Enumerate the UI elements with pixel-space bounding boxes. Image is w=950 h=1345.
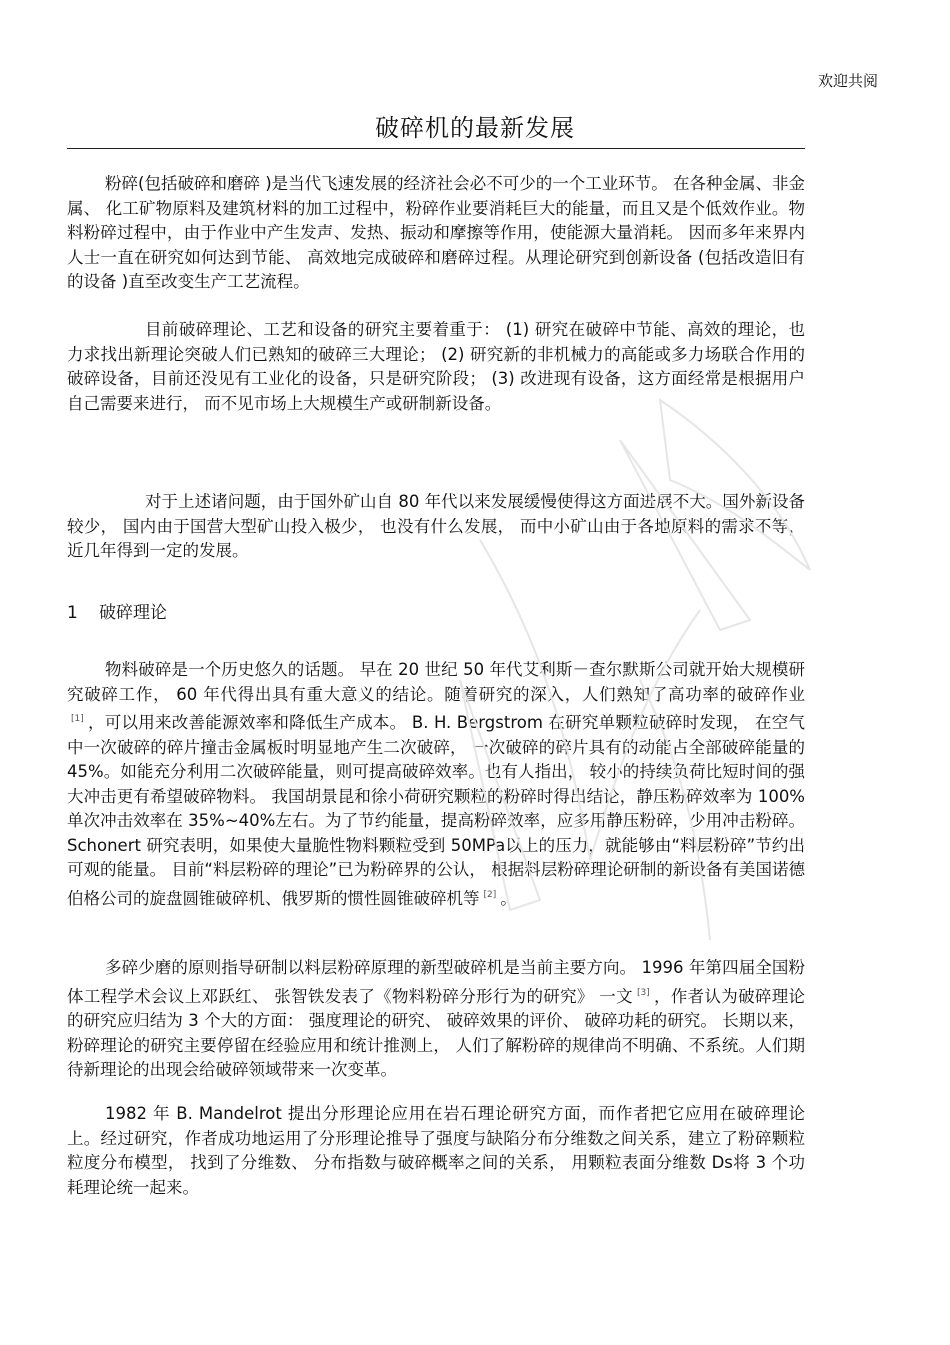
citation-ref-3: [3] bbox=[636, 987, 650, 998]
text-segment: 物料破碎是一个历史悠久的话题。 早在 20 世纪 50 年代艾利斯－查尔默斯公司就开始大规模研究破碎工作， 60 年代得出具有重大意义的结论。随着研究的深入，人们熟知了高功率的破碎作业 bbox=[67, 660, 805, 704]
paragraph-intro: 粉碎(包括破碎和磨碎 )是当代飞速发展的经济社会必不可少的一个工业环节。 在各种金属、非金属、 化工矿物原料及建筑材料的加工过程中，粉碎作业要消耗巨大的能量，而且又是个低效作业。物料粉碎过程中，由于作业中产生发声、发热、振动和摩擦等作用，使能源大量消耗。 因而多年来界内人士一直在研究如何达到节能、 高效地完成破碎和磨碎过程。从理论研究到创新设备 (包括改造旧有的设备 )直至改变生产工艺流程。 bbox=[67, 174, 805, 291]
text-segment: ，作者认为破碎理论的研究应归结为 3 个大的方面： 强度理论的研究、 破碎效果的评价、 破碎功耗的研究。 长期以来， 粉碎理论的研究主要停留在经验应用和统计推测上， 人们了解粉碎的规律尚不明确、不系统。人们期待新理论的出现会给破碎领域带来一次变革。 bbox=[67, 986, 805, 1079]
citation-ref-1: [1] bbox=[71, 714, 84, 724]
paragraph-fractal-theory: 1982 年 B. Mandelrot 提出分形理论应用在岩石理论研究方面，而作者把它应用在破碎理论上。经过研究，作者成功地运用了分形理论推导了强度与缺陷分布分维数之间关系，建立了粉碎颗粒粒度分布模型， 找到了分维数、 分布指数与破碎概率之间的关系， 用颗粒表面分维数 Ds将 3 个功耗理论统一起来。 bbox=[67, 1104, 805, 1197]
section-title: 破碎理论 bbox=[99, 603, 167, 623]
paragraph-research-focus: 目前破碎理论、工艺和设备的研究主要着重于： (1) 研究在破碎中节能、高效的理论，也力求找出新理论突破人们已熟知的破碎三大理论； (2) 研究新的非机械力的高能或多力场联合作用的破碎设备，目前还没见有工业化的设备，只是研究阶段； (3) 改进现有设备，这方面经常是根据用户自己需要来进行， 而不见市场上大规模生产或研制新设备。 bbox=[67, 320, 805, 413]
header-note: 欢迎共阅 bbox=[817, 72, 878, 90]
paragraph-crushing-history bbox=[67, 658, 805, 911]
section-number: 1 bbox=[67, 603, 78, 623]
paragraph-new-direction bbox=[67, 956, 805, 1083]
text-segment: 多碎少磨的原则指导研制以料层粉碎原理的新型破碎机是当前主要方向。 1996 年第四届全国粉体工程学术会议上邓跃红、 张智铁发表了《物料粉碎分形行为的研究》 一文 bbox=[67, 958, 805, 1006]
paragraph-development-status: 对于上述诸问题，由于国外矿山自 80 年代以来发展缓慢使得这方面进展不大。国外新设备较少， 国内由于国营大型矿山投入极少， 也没有什么发展， 而中小矿山由于各地原料的需求不等，近几年得到一定的发展。 bbox=[67, 492, 805, 560]
text-segment: ，可以用来改善能源效率和降低生产成本。 B. H. Bergstrom 在研究单颗粒破碎时发现， 在空气中一次破碎的碎片撞击金属板时明显地产生二次破碎， 一次破碎的碎片具有的动能占全部破碎能量的 45%。如能充分利用二次破碎能量，则可提高破碎效率。也有人指出， 较小的持续负荷比短时间的强大冲击更有希望破碎物料。 我国胡景昆和徐小荷研究颗粒的粉碎时得出结论，静压粉碎效率为 100% 单次冲击效率在 35%~40%左右。为了节约能量，提高粉碎效率，应多用静压粉碎，少用冲击粉碎。 Schonert 研究表明，如果使大量脆性物料颗粒受到 50MPa以上的压力，就能够由“料层粉碎”节约出可观的能量。 目前“料层粉碎的理论”已为粉碎界的公认， 根据料层粉碎理论研制的新设备有美国诺德伯格公司的旋盘圆锥破碎机、俄罗斯的惯性圆锥破碎机等 bbox=[67, 713, 805, 908]
page-title: 破碎机的最新发展 bbox=[375, 114, 575, 142]
title-divider bbox=[67, 148, 805, 149]
section-heading bbox=[67, 598, 167, 623]
text-segment: 。 bbox=[500, 888, 517, 908]
citation-ref-2: [2] bbox=[483, 889, 497, 900]
